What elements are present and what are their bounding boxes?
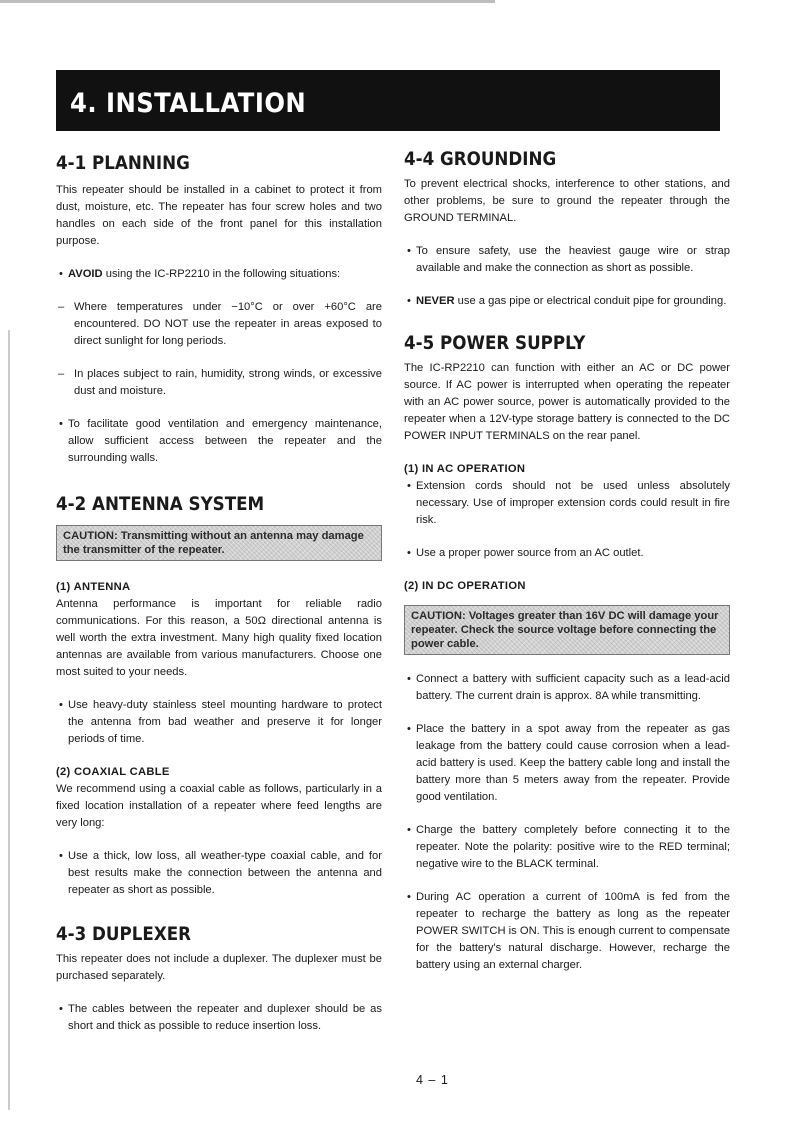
- planning-heading: 4-1 PLANNING: [56, 152, 190, 174]
- antenna-subheading: (1) ANTENNA: [56, 581, 131, 593]
- bullet-dot: •: [59, 418, 63, 430]
- dc-bullet-text: Connect a battery with sufficient capacity such as a lead-acid battery. The current drain is approx. 8A while transmitting.: [416, 673, 730, 702]
- dash-item-text: Where temperatures under −10°C or over +60°C are encountered. DO NOT use the repeater in areas exposed to direct sunlight for long periods.: [74, 301, 382, 347]
- section-duplexer: [56, 921, 382, 1035]
- top-rule: [0, 0, 495, 3]
- bullet-dot: •: [407, 824, 411, 836]
- bullet-dot: •: [407, 547, 411, 559]
- coax-bullet-text: Use a thick, low loss, all weather-type coaxial cable, and for best results make the connection between the antenna and repeater as short as possible.: [68, 850, 382, 896]
- avoid-keyword: AVOID: [68, 268, 103, 280]
- ac-bullet: [404, 545, 730, 562]
- dc-bullet: [404, 721, 730, 806]
- grounding-heading: 4-4 GROUNDING: [404, 148, 557, 170]
- avoid-text: using the IC-RP2210 in the following situations:: [102, 268, 341, 280]
- bullet-dot: •: [59, 268, 63, 280]
- antenna-system-heading: 4-2 ANTENNA SYSTEM: [56, 493, 265, 515]
- power-supply-intro: The IC-RP2210 can function with either an AC or DC power source. If AC power is interrupted when operating the repeater with an AC power source, power is automatically provided to the repeater when a 12V-type storage battery is connected to the DC POWER INPUT TERMINALS on the rear panel.: [404, 362, 730, 442]
- never-text: use a gas pipe or electrical conduit pipe for grounding.: [454, 295, 727, 307]
- planning-intro: This repeater should be installed in a cabinet to protect it from dust, moisture, etc. The repeater has four screw holes and two handles on each side of the front panel for this installation purpose.: [56, 184, 382, 247]
- grounding-text: To prevent electrical shocks, interference to other stations, and other problems, be sure to ground the repeater through the GROUND TERMINAL.: [404, 178, 730, 224]
- coax-subheading: (2) COAXIAL CABLE: [56, 766, 170, 778]
- ac-bullet: [404, 478, 730, 529]
- bullet-dot: •: [59, 699, 63, 711]
- antenna-bullet: [56, 697, 382, 748]
- dash-item-text: In places subject to rain, humidity, strong winds, or excessive dust and moisture.: [74, 368, 382, 397]
- duplexer-text: This repeater does not include a duplexer. The duplexer must be purchased separately.: [56, 953, 382, 982]
- dc-bullet-text: During AC operation a current of 100mA is fed from the repeater to recharge the battery as long as the repeater POWER SWITCH is ON. This is enough current to compensate for the battery's natural discharge. However, recharge the battery using an external charger.: [416, 891, 730, 971]
- duplexer-heading: 4-3 DUPLEXER: [56, 923, 192, 945]
- bullet-dot: •: [407, 245, 411, 257]
- dash-mark: –: [58, 368, 65, 380]
- ventilation-text: To facilitate good ventilation and emergency maintenance, allow sufficient access between the repeater and the surrounding walls.: [68, 418, 382, 464]
- dash-item: [56, 299, 382, 350]
- left-column: [56, 150, 382, 1035]
- bullet-dot: •: [59, 1003, 63, 1015]
- dc-bullet-text: Place the battery in a spot away from the repeater as gas leakage from the battery could cause corrosion when a lead-acid battery is used. Keep the battery cable long and install the battery more than 5 meters away from the repeater. Provide good ventilation.: [416, 723, 730, 803]
- bullet-dot: •: [407, 723, 411, 735]
- section-grounding: [404, 146, 730, 310]
- binding-edge: [8, 330, 10, 1110]
- chapter-title: 4. INSTALLATION: [70, 88, 307, 119]
- power-supply-heading: 4-5 POWER SUPPLY: [404, 332, 586, 354]
- bullet-dot: •: [407, 891, 411, 903]
- right-column: [404, 146, 730, 974]
- dash-mark: –: [58, 301, 65, 313]
- page-number: 4 – 1: [416, 1073, 449, 1087]
- dc-bullet-text: Charge the battery completely before connecting it to the repeater. Note the polarity: positive wire to the RED terminal; negative wire to the BLACK terminal.: [416, 824, 730, 870]
- dc-bullet: [404, 889, 730, 974]
- antenna-bullet-text: Use heavy-duty stainless steel mounting hardware to protect the antenna from bad weather and preserve it for longer periods of time.: [68, 699, 382, 745]
- antenna-text: Antenna performance is important for reliable radio communications. For this reason, a 50Ω directional antenna is well worth the extra investment. Many high quality fixed location antennas are available from various manufacturers. Choose one most suited to your needs.: [56, 598, 382, 678]
- dc-subheading: (2) IN DC OPERATION: [404, 580, 526, 592]
- grounding-bullet-text: To ensure safety, use the heaviest gauge wire or strap available and make the connection as short as possible.: [416, 245, 730, 274]
- bullet-dot: •: [407, 480, 411, 492]
- never-keyword: NEVER: [416, 295, 455, 307]
- grounding-bullet: [404, 243, 730, 277]
- section-power-supply: [404, 330, 730, 974]
- antenna-caution-box: CAUTION: Transmitting without an antenna may damage the transmitter of the repeater.: [56, 525, 382, 561]
- dash-item: [56, 366, 382, 400]
- dc-caution-box: CAUTION: Voltages greater than 16V DC will damage your repeater. Check the source voltage before connecting the power cable.: [404, 605, 730, 655]
- duplexer-bullet: [56, 1001, 382, 1035]
- duplexer-bullet-text: The cables between the repeater and duplexer should be as short and thick as possible to reduce insertion loss.: [68, 1003, 382, 1032]
- chapter-banner: [56, 70, 720, 131]
- coax-text: We recommend using a coaxial cable as follows, particularly in a fixed location installation of a repeater where feed lengths are very long:: [56, 783, 382, 829]
- ac-subheading: (1) IN AC OPERATION: [404, 463, 526, 475]
- avoid-item: [56, 266, 382, 283]
- bullet-dot: •: [407, 295, 411, 307]
- ac-bullet-text: Use a proper power source from an AC outlet.: [416, 547, 644, 559]
- section-antenna-system: [56, 491, 382, 899]
- dc-bullet: [404, 822, 730, 873]
- never-item: [404, 293, 730, 310]
- coax-bullet: [56, 848, 382, 899]
- ventilation-item: [56, 416, 382, 467]
- ac-bullet-text: Extension cords should not be used unless absolutely necessary. Use of improper extension cords could result in fire risk.: [416, 480, 730, 526]
- bullet-dot: •: [59, 850, 63, 862]
- bullet-dot: •: [407, 673, 411, 685]
- dc-bullet: [404, 671, 730, 705]
- section-planning: [56, 150, 382, 467]
